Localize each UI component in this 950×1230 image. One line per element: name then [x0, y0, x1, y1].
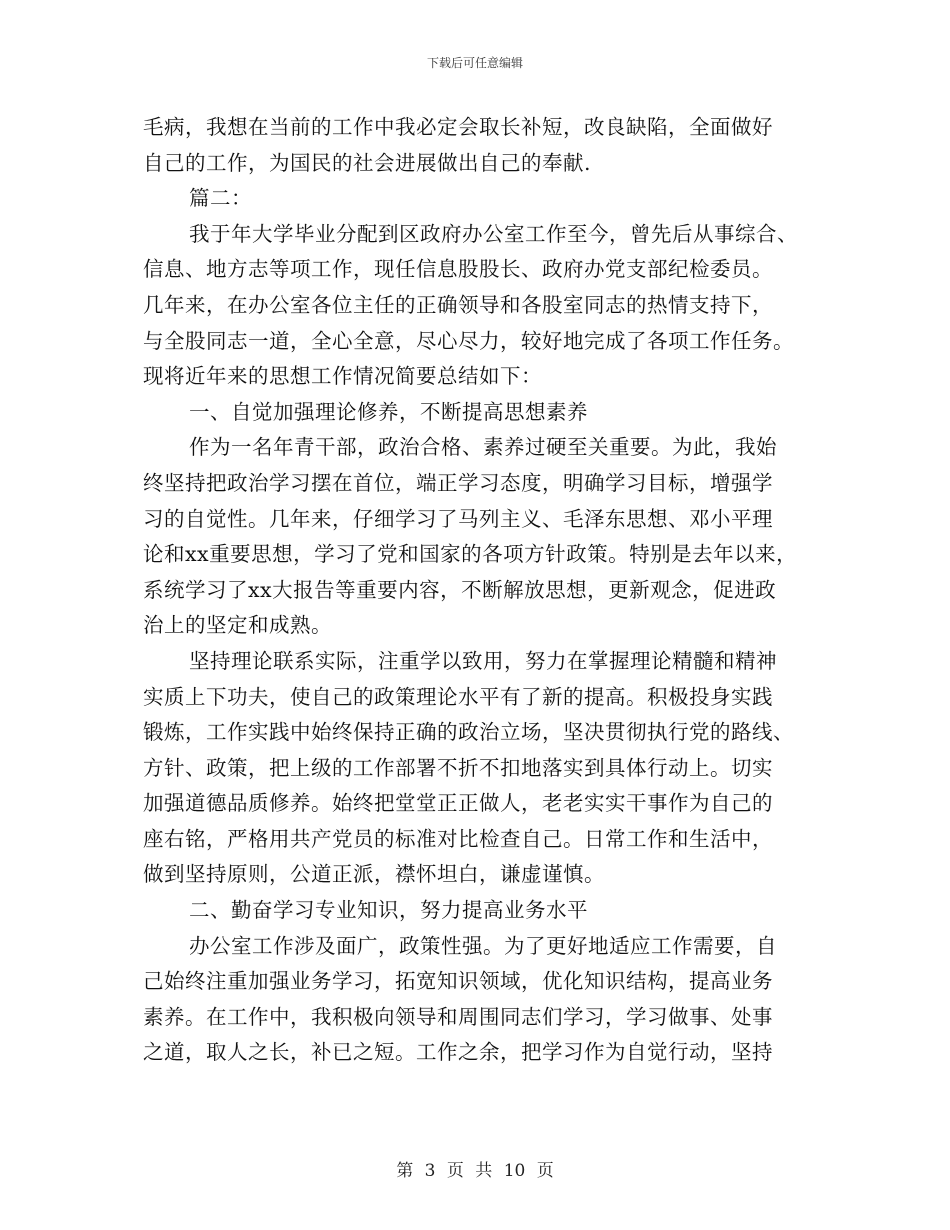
text-line: 与全股同志一道，全心全意，尽心尽力，较好地完成了各项工作任务。 [143, 328, 794, 353]
text-line: 信息、地方志等项工作，现任信息股股长、政府办党支部纪检委员。 [143, 257, 773, 282]
text-line: 治上的坚定和成熟。 [143, 613, 332, 638]
page-header: 下载后可任意编辑 [426, 56, 523, 70]
text-line: 篇二： [189, 186, 252, 211]
text-line: 实质上下功夫，使自己的政策理论水平有了新的提高。积极投身实践 [143, 684, 773, 709]
text-line: 系统学习了xx大报告等重要内容，不断解放思想，更新观念，促进政 [143, 577, 777, 602]
document-body [143, 110, 833, 1071]
text-line: 方针、政策，把上级的工作部署不折不扣地落实到具体行动上。切实 [143, 755, 773, 780]
text-line: 终坚持把政治学习摆在首位，端正学习态度，明确学习目标，增强学 [143, 470, 773, 495]
text-line: 现将近年来的思想工作情况简要总结如下： [143, 364, 542, 389]
text-line: 锻炼，工作实践中始终保持正确的政治立场，坚决贯彻执行党的路线、 [143, 720, 794, 745]
text-line: 加强道德品质修养。始终把堂堂正正做人，老老实实干事作为自己的 [143, 791, 773, 816]
page-number-footer: 第 3 页 共 10 页 [396, 1161, 554, 1181]
text-line: 座右铭，严格用共产党员的标准对比检查自己。日常工作和生活中， [143, 826, 773, 851]
text-line: 坚持理论联系实际，注重学以致用，努力在掌握理论精髓和精神 [189, 648, 777, 673]
text-line: 办公室工作涉及面广，政策性强。为了更好地适应工作需要，自 [189, 933, 777, 958]
text-line: 几年来，在办公室各位主任的正确领导和各股室同志的热情支持下， [143, 292, 773, 317]
text-line: 一、自觉加强理论修养，不断提高思想素养 [189, 399, 588, 424]
text-line: 我于年大学毕业分配到区政府办公室工作至今，曾先后从事综合、 [189, 221, 798, 246]
text-line: 二、勤奋学习专业知识，努力提高业务水平 [189, 898, 588, 923]
text-line: 毛病，我想在当前的工作中我必定会取长补短，改良缺陷，全面做好 [143, 115, 773, 139]
text-line: 作为一名年青干部，政治合格、素养过硬至关重要。为此，我始 [189, 435, 777, 460]
text-line: 自己的工作，为国民的社会进展做出自己的奉献. [143, 150, 592, 175]
text-line: 己始终注重加强业务学习，拓宽知识领域，优化知识结构，提高业务 [143, 969, 773, 994]
text-line: 素养。在工作中，我积极向领导和周围同志们学习，学习做事、处事 [143, 1004, 773, 1029]
text-line: 习的自觉性。几年来，仔细学习了马列主义、毛泽东思想、邓小平理 [143, 506, 773, 531]
text-line: 论和xx重要思想，学习了党和国家的各项方针政策。特别是去年以来， [143, 542, 798, 567]
text-line: 做到坚持原则，公道正派，襟怀坦白，谦虚谨慎。 [143, 862, 605, 887]
text-line: 之道，取人之长，补已之短。工作之余，把学习作为自觉行动，坚持 [143, 1040, 773, 1065]
